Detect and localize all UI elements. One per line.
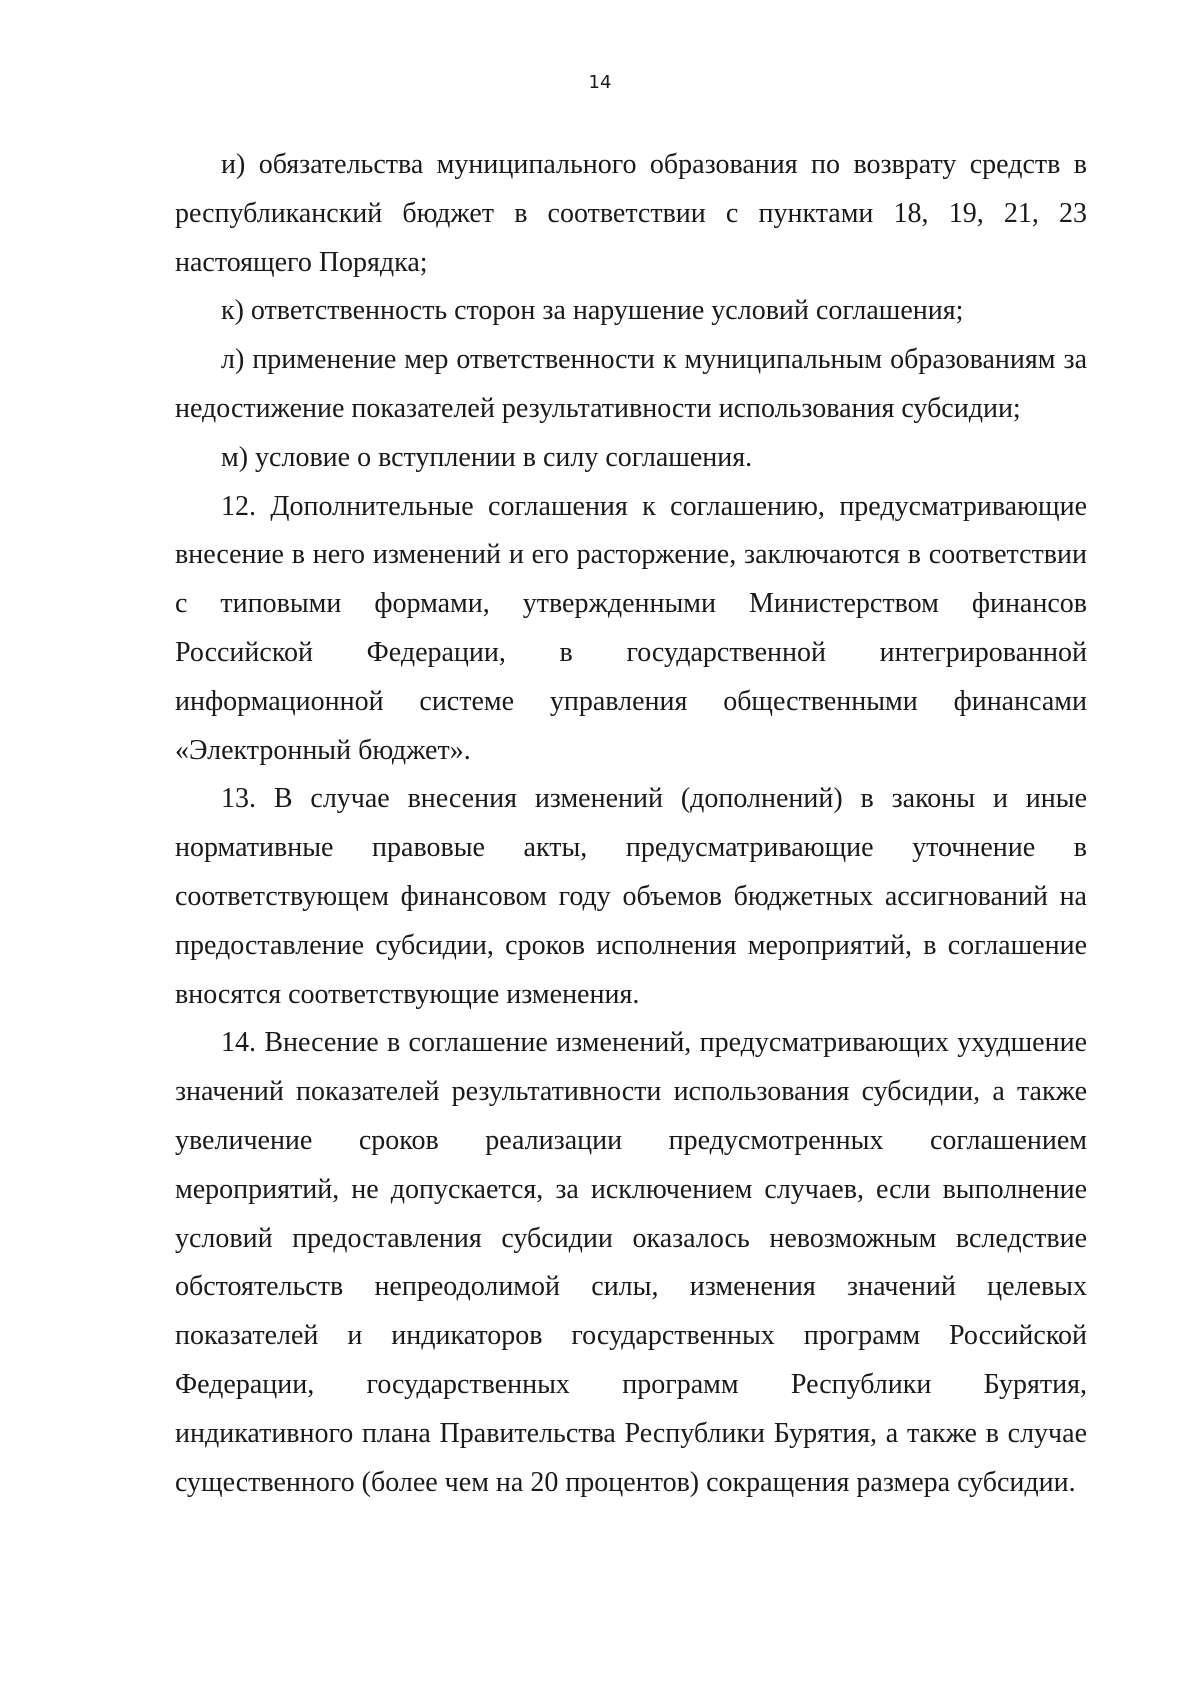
paragraph-12: 12. Дополнительные соглашения к соглашению, предусматривающие внесение в него изменений и его расторжение, заключаются в соответствии с типовыми формами, утвержденными Министерством финансов Российской Федерации, в государственной интегрированной информационной системе управления общественными финансами «Электронный бюджет». xyxy=(175,490,1087,766)
paragraph-14: 14. Внесение в соглашение изменений, предусматривающих ухудшение значений показателей результативности использования субсидии, а также увеличение сроков реализации предусмотренных соглашением мероприятий, не допускается, за исключением случаев, если выполнение условий предоставления субсидии оказалось невозможным вследствие обстоятельств непреодолимой силы, изменения значений целевых показателей и индикаторов государственных программ Российской Федерации, государственных программ Республики Бурятия, индикативного плана Правительства Республики Бурятия, а также в случае существенного (более чем на 20 процентов) сокращения размера субсидии. xyxy=(175,1027,1087,1498)
document-body xyxy=(175,141,1087,1507)
paragraph-13: 13. В случае внесения изменений (дополнений) в законы и иные нормативные правовые акты, предусматривающие уточнение в соответствующем финансовом году объемов бюджетных ассигнований на предоставление субсидии, сроков исполнения мероприятий, в соглашение вносятся соответствующие изменения. xyxy=(175,783,1087,1010)
paragraph-item-i: и) обязательства муниципального образования по возврату средств в республиканский бюджет в соответствии с пунктами 18, 19, 21, 23 настоящего Порядка; xyxy=(175,149,1087,278)
page-number: 14 xyxy=(588,72,612,93)
paragraph-item-m: м) условие о вступлении в силу соглашения. xyxy=(221,441,753,473)
paragraph-item-k: к) ответственность сторон за нарушение условий соглашения; xyxy=(221,295,964,327)
paragraph-item-l: л) применение мер ответственности к муниципальным образованиям за недостижение показателей результативности использования субсидии; xyxy=(175,344,1087,424)
